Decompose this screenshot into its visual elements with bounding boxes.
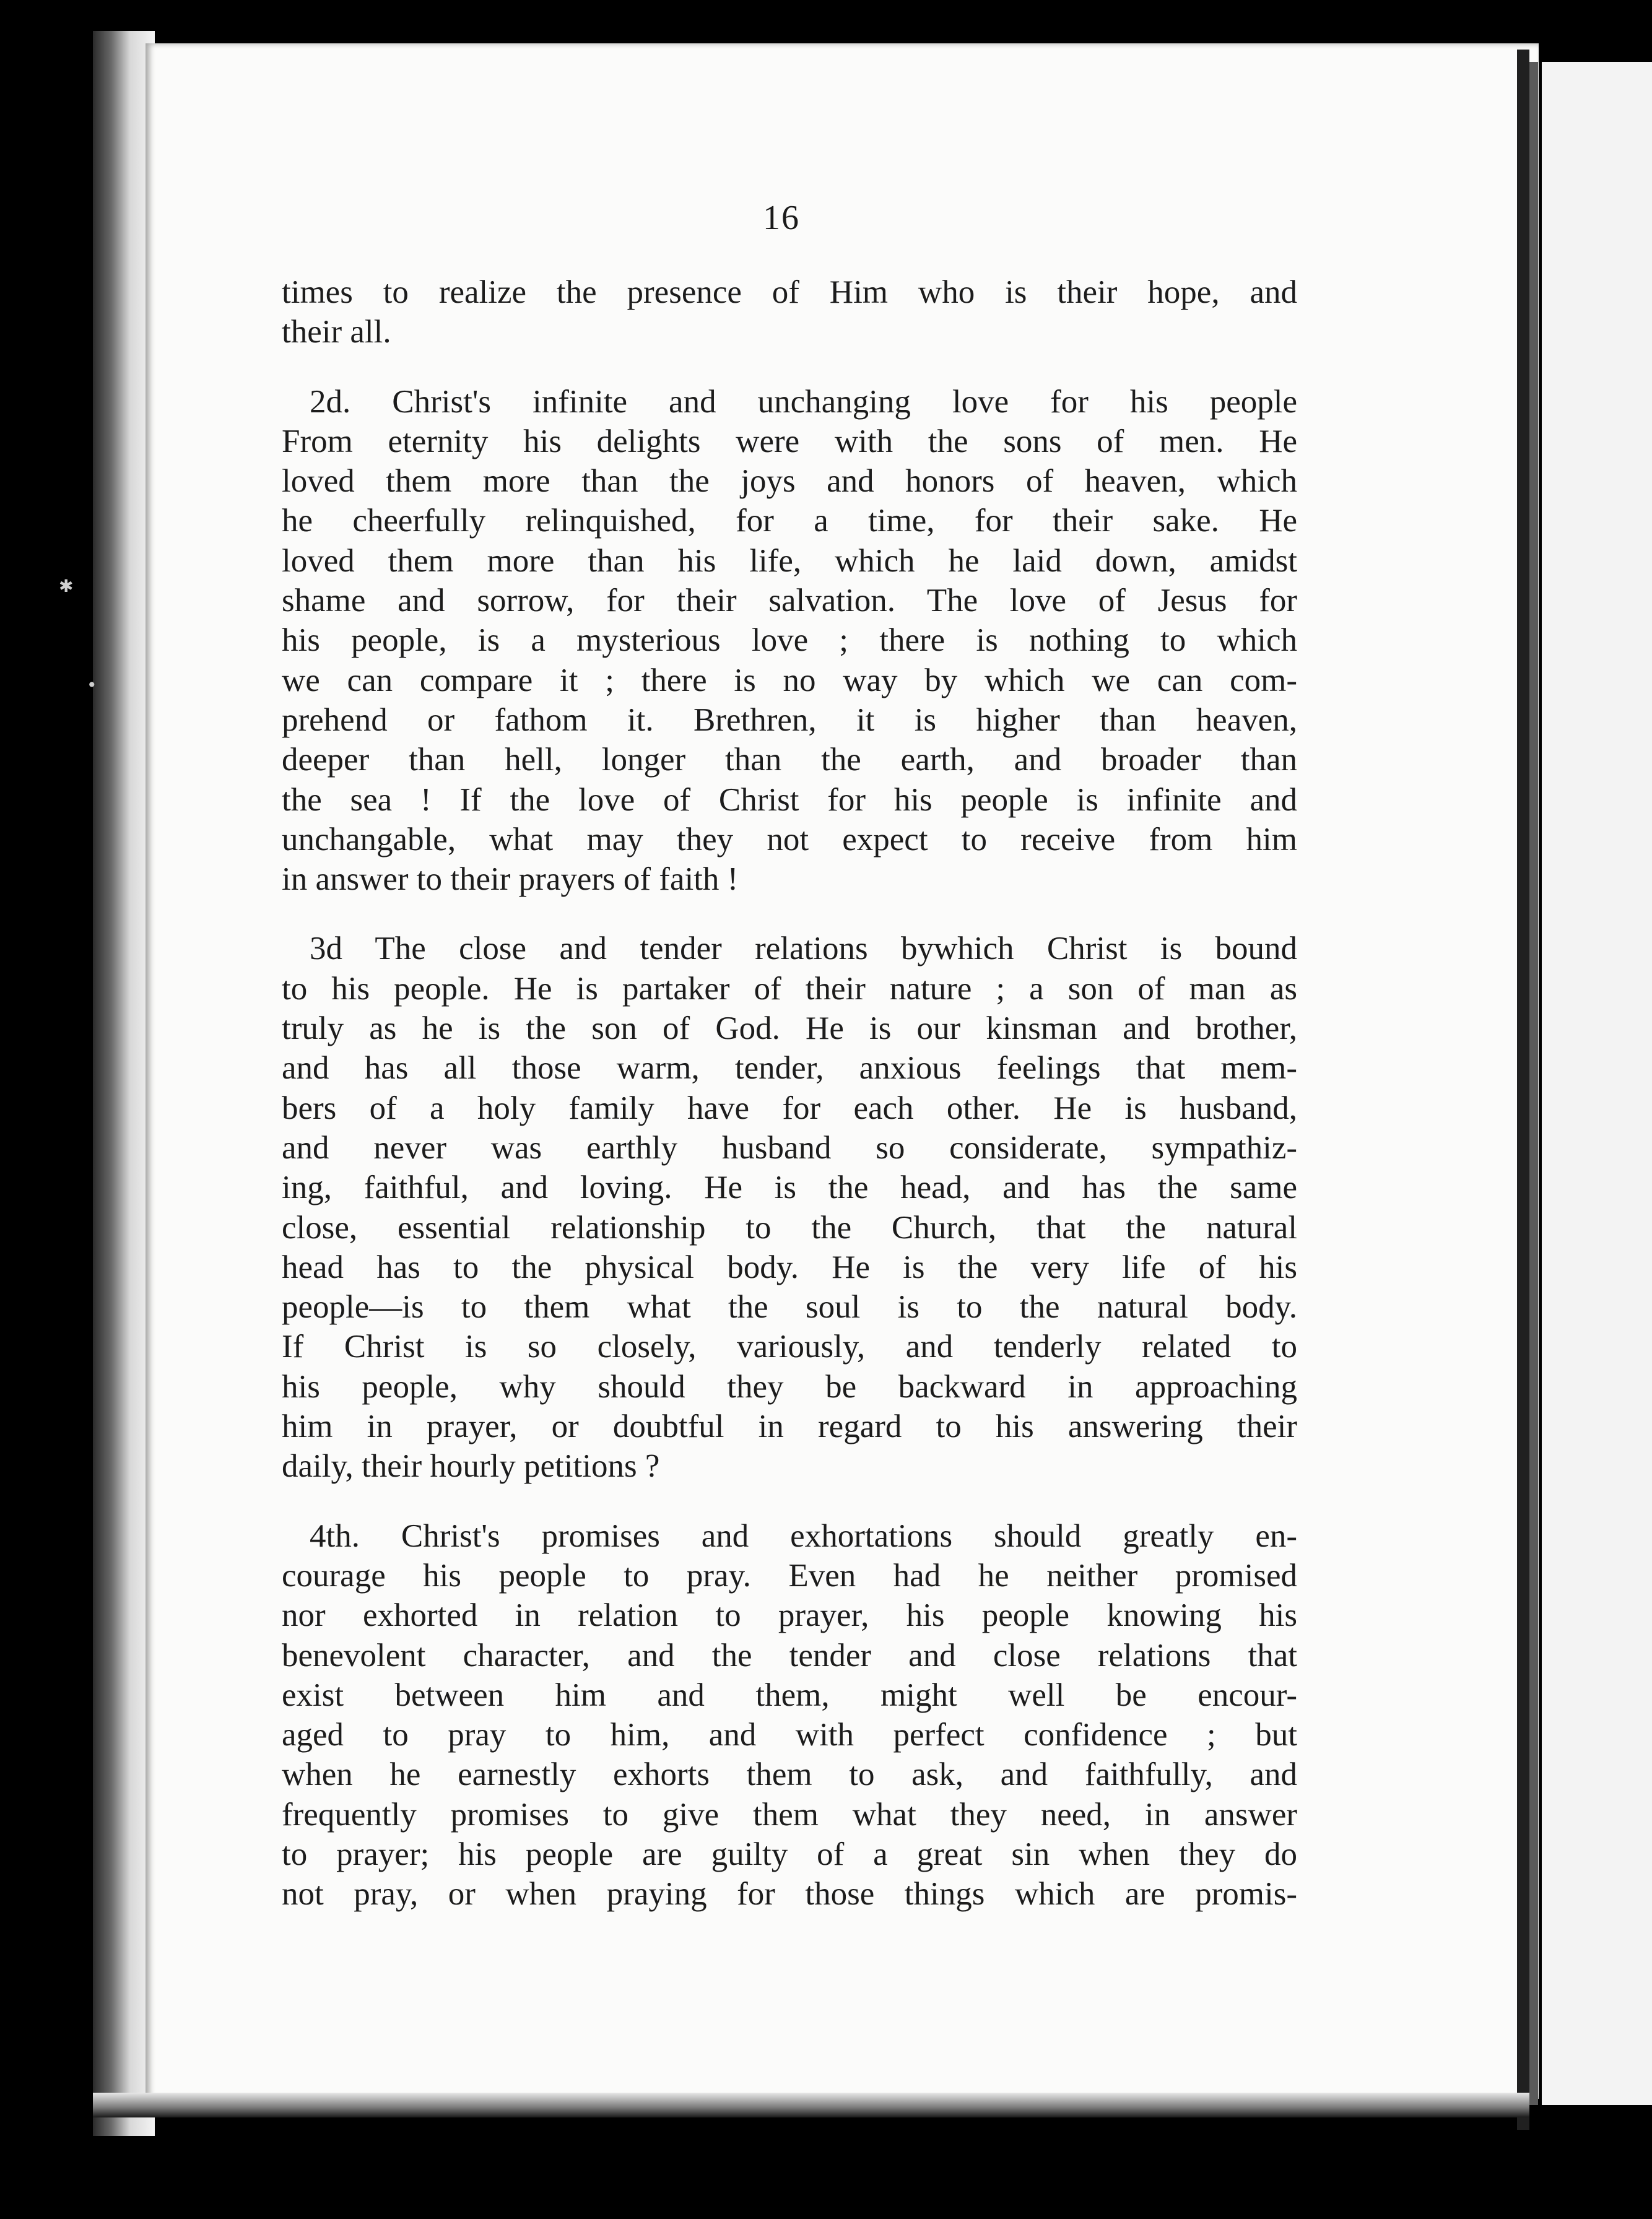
text-line: to prayer; his people are guilty of a great sin when they do	[282, 1836, 1297, 1872]
page-number: 16	[763, 199, 800, 237]
text-line: his people, is a mysterious love ; there is nothing to which	[282, 622, 1297, 659]
paragraph-4th	[282, 1516, 1297, 1914]
text-line: daily, their hourly petitions ?	[282, 1448, 660, 1485]
text-line: truly as he is the son of God. He is our kinsman and brother,	[282, 1010, 1297, 1047]
text-line: loved them more than his life, which he laid down, amidst	[282, 542, 1297, 579]
paragraph-continuation	[282, 272, 1297, 352]
text-line: From eternity his delights were with the sons of men. He	[282, 423, 1297, 459]
text-line: when he earnestly exhorts them to ask, and faithfully, and	[282, 1757, 1297, 1793]
text-line: in answer to their prayers of faith !	[282, 861, 739, 898]
text-line: we can compare it ; there is no way by which we can com-	[282, 662, 1297, 698]
text-line: ing, faithful, and loving. He is the head, and has the same	[282, 1170, 1297, 1206]
text-line: 2d. Christ's infinite and unchanging love for his people	[310, 383, 1297, 420]
text-line: If Christ is so closely, variously, and tenderly related to	[282, 1329, 1297, 1365]
scan-speck-icon: •	[87, 675, 97, 695]
text-line: prehend or fathom it. Brethren, it is higher than heaven,	[282, 701, 1297, 738]
text-line: benevolent character, and the tender and close relations that	[282, 1637, 1297, 1674]
paragraph-3d	[282, 929, 1297, 1486]
text-line: unchangable, what may they not expect to receive from him	[282, 821, 1297, 858]
page-bottom-edge	[93, 2093, 1529, 2117]
next-page-sliver	[1542, 62, 1652, 2105]
page-gutter	[1517, 50, 1529, 2130]
text-line: him in prayer, or doubtful in regard to his answering their	[282, 1409, 1297, 1445]
text-line: their all.	[282, 314, 391, 350]
text-line: and never was earthly husband so considerate, sympathiz-	[282, 1129, 1297, 1166]
text-line: shame and sorrow, for their salvation. The love of Jesus for	[282, 583, 1297, 619]
text-line: bers of a holy family have for each other. He is husband,	[282, 1090, 1297, 1126]
text-line: 3d The close and tender relations bywhich Christ is bound	[310, 931, 1297, 967]
text-line: nor exhorted in relation to prayer, his people knowing his	[282, 1597, 1297, 1634]
text-line: aged to pray to him, and with perfect confidence ; but	[282, 1717, 1297, 1753]
text-line: close, essential relationship to the Church, that the natural	[282, 1209, 1297, 1246]
text-line: the sea ! If the love of Christ for his people is infinite and	[282, 781, 1297, 818]
text-line: frequently promises to give them what they need, in answer	[282, 1796, 1297, 1833]
text-line: deeper than hell, longer than the earth, and broader than	[282, 742, 1297, 778]
text-line: times to realize the presence of Him who is their hope, and	[282, 274, 1297, 310]
text-line: his people, why should they be backward in approaching	[282, 1368, 1297, 1405]
next-page-edge	[1529, 62, 1538, 2105]
paragraph-2d	[282, 382, 1297, 900]
text-line: courage his people to pray. Even had he neither promised	[282, 1557, 1297, 1594]
text-line: to his people. He is partaker of their nature ; a son of man as	[282, 970, 1297, 1007]
body-text	[282, 272, 1297, 1944]
text-line: not pray, or when praying for those things which are promis-	[282, 1876, 1297, 1913]
scan-speck-icon: ✱	[59, 576, 74, 596]
text-line: people—is to them what the soul is to the natural body.	[282, 1289, 1297, 1326]
text-line: he cheerfully relinquished, for a time, for their sake. He	[282, 503, 1297, 539]
text-line: exist between him and them, might well be encour-	[282, 1677, 1297, 1713]
text-line: and has all those warm, tender, anxious feelings that mem-	[282, 1050, 1297, 1087]
text-line: head has to the physical body. He is the very life of his	[282, 1249, 1297, 1285]
text-line: 4th. Christ's promises and exhortations should greatly en-	[310, 1518, 1297, 1554]
text-line: loved them more than the joys and honors of heaven, which	[282, 463, 1297, 500]
